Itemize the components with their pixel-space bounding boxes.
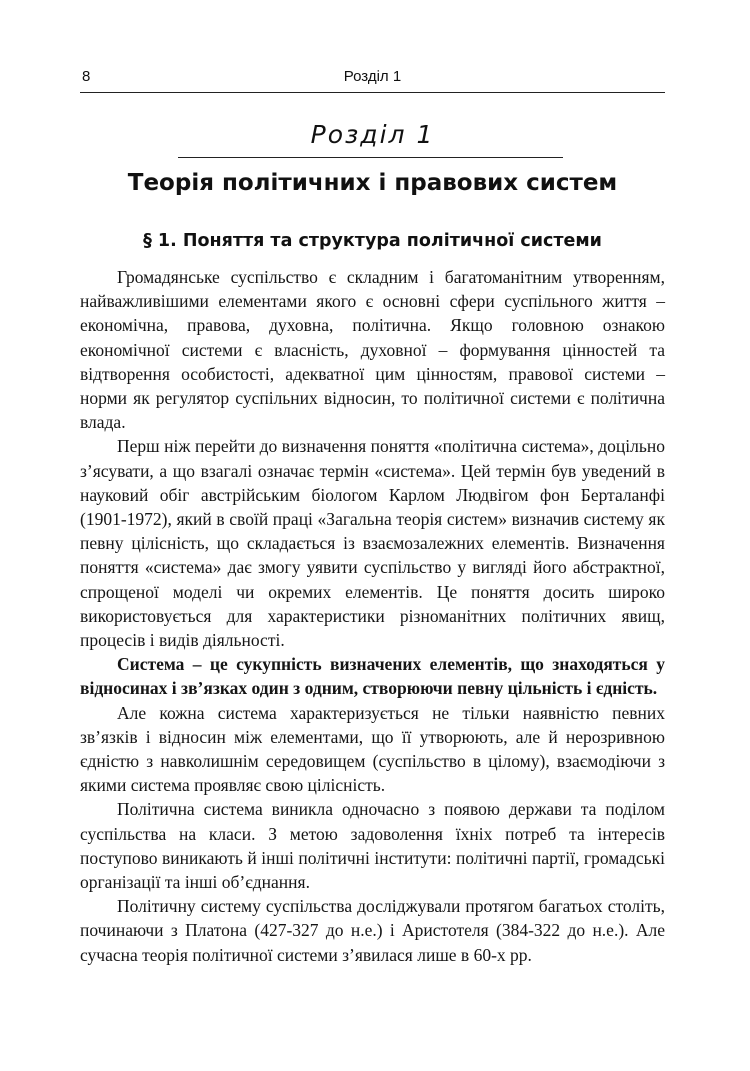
section-title: § 1. Поняття та структура політичної системи — [143, 231, 602, 251]
running-header — [80, 66, 665, 93]
chapter-label: Розділ 1 — [310, 120, 435, 149]
body-text — [80, 265, 665, 967]
paragraph-origin: Політична система виникла одночасно з появою держави та поділом суспільства на класи. З метою задоволення їхніх потреб та інтересів поступово виникають й інші політичні інститути: політичні партії, громадські організації та інші об’єднання. — [80, 799, 665, 893]
paragraph-system-environment: Але кожна система характеризується не тільки наявністю певних зв’язків і відносин між елементами, що її утворюють, але й нерозривною єдністю з навколишнім середовищем (суспільство в цілому), взаємодіючи з якими система проявляє свою цілісність. — [80, 702, 665, 796]
page-number: 8 — [82, 68, 91, 85]
running-title: Розділ 1 — [343, 68, 402, 85]
chapter-rule — [178, 157, 563, 158]
chapter-title: Теорія політичних і правових систем — [127, 170, 618, 196]
definition-system: Система – це сукупність визначених елементів, що знаходяться у відносинах і зв’язках один з одним, створюючи певну цільність і єдність. — [80, 654, 665, 699]
paragraph-history: Політичну систему суспільства досліджували протягом багатьох століть, починаючи з Платона (427-327 до н.е.) і Аристотеля (384-322 до н.е.). Але сучасна теорія політичної системи з’явилася лише в 60-х рр. — [80, 896, 665, 965]
paragraph-civil-society: Громадянське суспільство є складним і багатоманітним утворенням, найважливішими елементами якого є основні сфери суспільного життя – економічна, правова, духовна, політична. Якщо головною ознакою економічної системи є власність, духовної – формування цінностей та відтворення особистості, адекватної цим цінностям, правової системи – норми як регулятор суспільних відносин, то політичної системи є політична влада. — [80, 267, 665, 433]
paragraph-system-term: Перш ніж перейти до визначення поняття «політична система», доцільно з’ясувати, а що взагалі означає термін «система». Цей термін був уведений в науковий обіг австрійським біологом Карлом Людвігом фон Берталанфі (1901-1972), який в своїй праці «Загальна теорія систем» визначив систему як певну цілісність, що складається із взаємозалежних елементів. Визначення поняття «система» дає змогу уявити суспільство у вигляді його абстрактної, спрощеної моделі чи окремих елементів. Це поняття досить широко використовується для характеристики різноманітних політичних явищ, процесів і видів діяльності. — [80, 436, 665, 651]
